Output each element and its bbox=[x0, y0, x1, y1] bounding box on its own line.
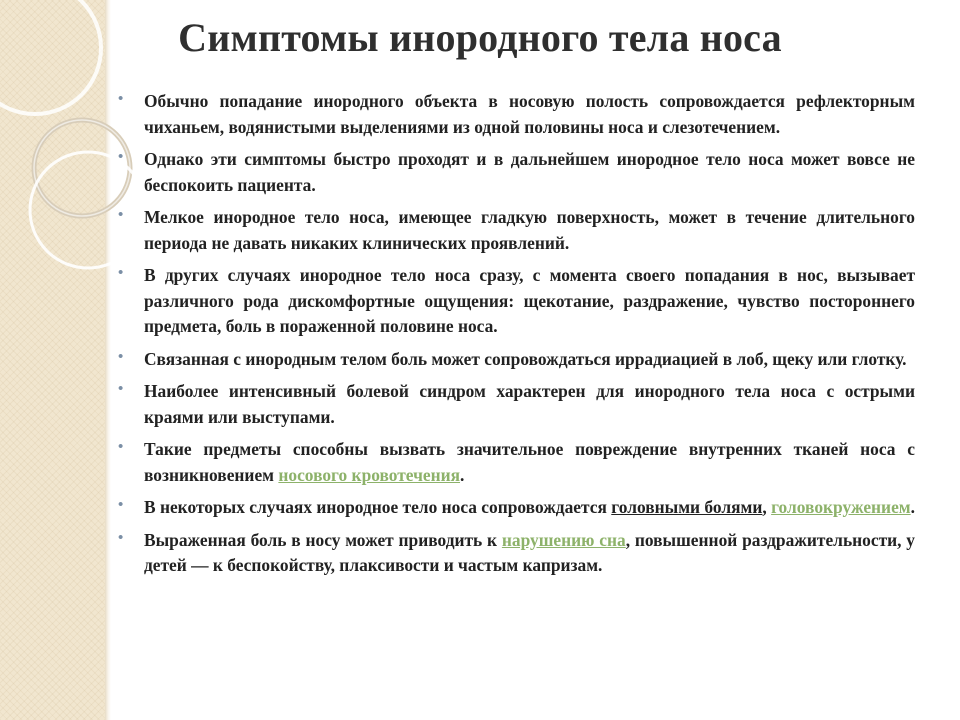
bullet-dot-icon: • bbox=[118, 381, 124, 397]
bullet-link[interactable]: нарушению сна bbox=[501, 529, 626, 550]
bullet-item bbox=[118, 347, 915, 373]
bullet-item bbox=[118, 379, 915, 430]
bullet-link[interactable]: головокружением bbox=[771, 497, 911, 517]
bullet-text: Такие предметы способны вызвать значительное повреждение внутренних тканей носа с возникновением bbox=[144, 439, 915, 485]
bullet-item bbox=[118, 437, 915, 488]
bullet-text: Выраженная боль в носу может приводить к bbox=[144, 529, 502, 550]
bullet-item bbox=[118, 528, 915, 579]
bullet-text: . bbox=[910, 497, 916, 517]
bullet-item bbox=[118, 263, 915, 340]
bullet-dot-icon: • bbox=[118, 207, 124, 223]
bullet-text: Однако эти симптомы быстро проходят и в дальнейшем инородное тело носа может вовсе не беспокоить пациента. bbox=[144, 149, 915, 195]
bullet-dot-icon: • bbox=[118, 91, 124, 107]
bullet-text: В некоторых случаях инородное тело носа сопровождается bbox=[144, 497, 612, 517]
bullet-dot-icon: • bbox=[118, 529, 124, 546]
bullet-list bbox=[118, 89, 915, 586]
bullet-dot-icon: • bbox=[118, 348, 124, 365]
bullet-link[interactable]: головными болями bbox=[611, 497, 763, 517]
bullet-text: Обычно попадание инородного объекта в носовую полость сопровождается рефлекторным чиханьем, водянистыми выделениями из одной половины носа и слезотечением. bbox=[144, 91, 915, 137]
bullet-text: , bbox=[762, 497, 772, 517]
bullet-link[interactable]: носового кровотечения bbox=[278, 464, 461, 485]
bullet-text: , повышенной раздражительности, у детей — к беспокойству, плаксивости и частым капризам. bbox=[144, 529, 915, 575]
bullet-item bbox=[118, 495, 915, 521]
bullet-dot-icon: • bbox=[118, 439, 124, 455]
bullet-dot-icon: • bbox=[118, 497, 124, 513]
ring-top bbox=[0, 0, 101, 114]
bullet-text: Связанная с инородным телом боль может сопровождаться иррадиацией в лоб, щеку или глотку. bbox=[144, 348, 907, 369]
bullet-text: Наиболее интенсивный болевой синдром характерен для инородного тела носа с острыми краями или выступами. bbox=[144, 381, 915, 427]
bullet-dot-icon: • bbox=[118, 149, 124, 165]
bullet-item bbox=[118, 89, 915, 140]
bullet-dot-icon: • bbox=[118, 265, 124, 281]
bullet-text: В других случаях инородное тело носа сразу, с момента своего попадания в нос, вызывает различного рода дискомфортные ощущения: щекотание, раздражение, чувство постороннего предмета, боль в пораженной половине носа. bbox=[144, 265, 915, 336]
bullet-text: Мелкое инородное тело носа, имеющее гладкую поверхность, может в течение длительного периода не давать никаких клинических проявлений. bbox=[144, 207, 915, 253]
bullet-item bbox=[118, 205, 915, 256]
page-title: Симптомы инородного тела носа bbox=[178, 15, 782, 60]
bullet-text: . bbox=[460, 464, 465, 485]
bullet-item bbox=[118, 147, 915, 198]
